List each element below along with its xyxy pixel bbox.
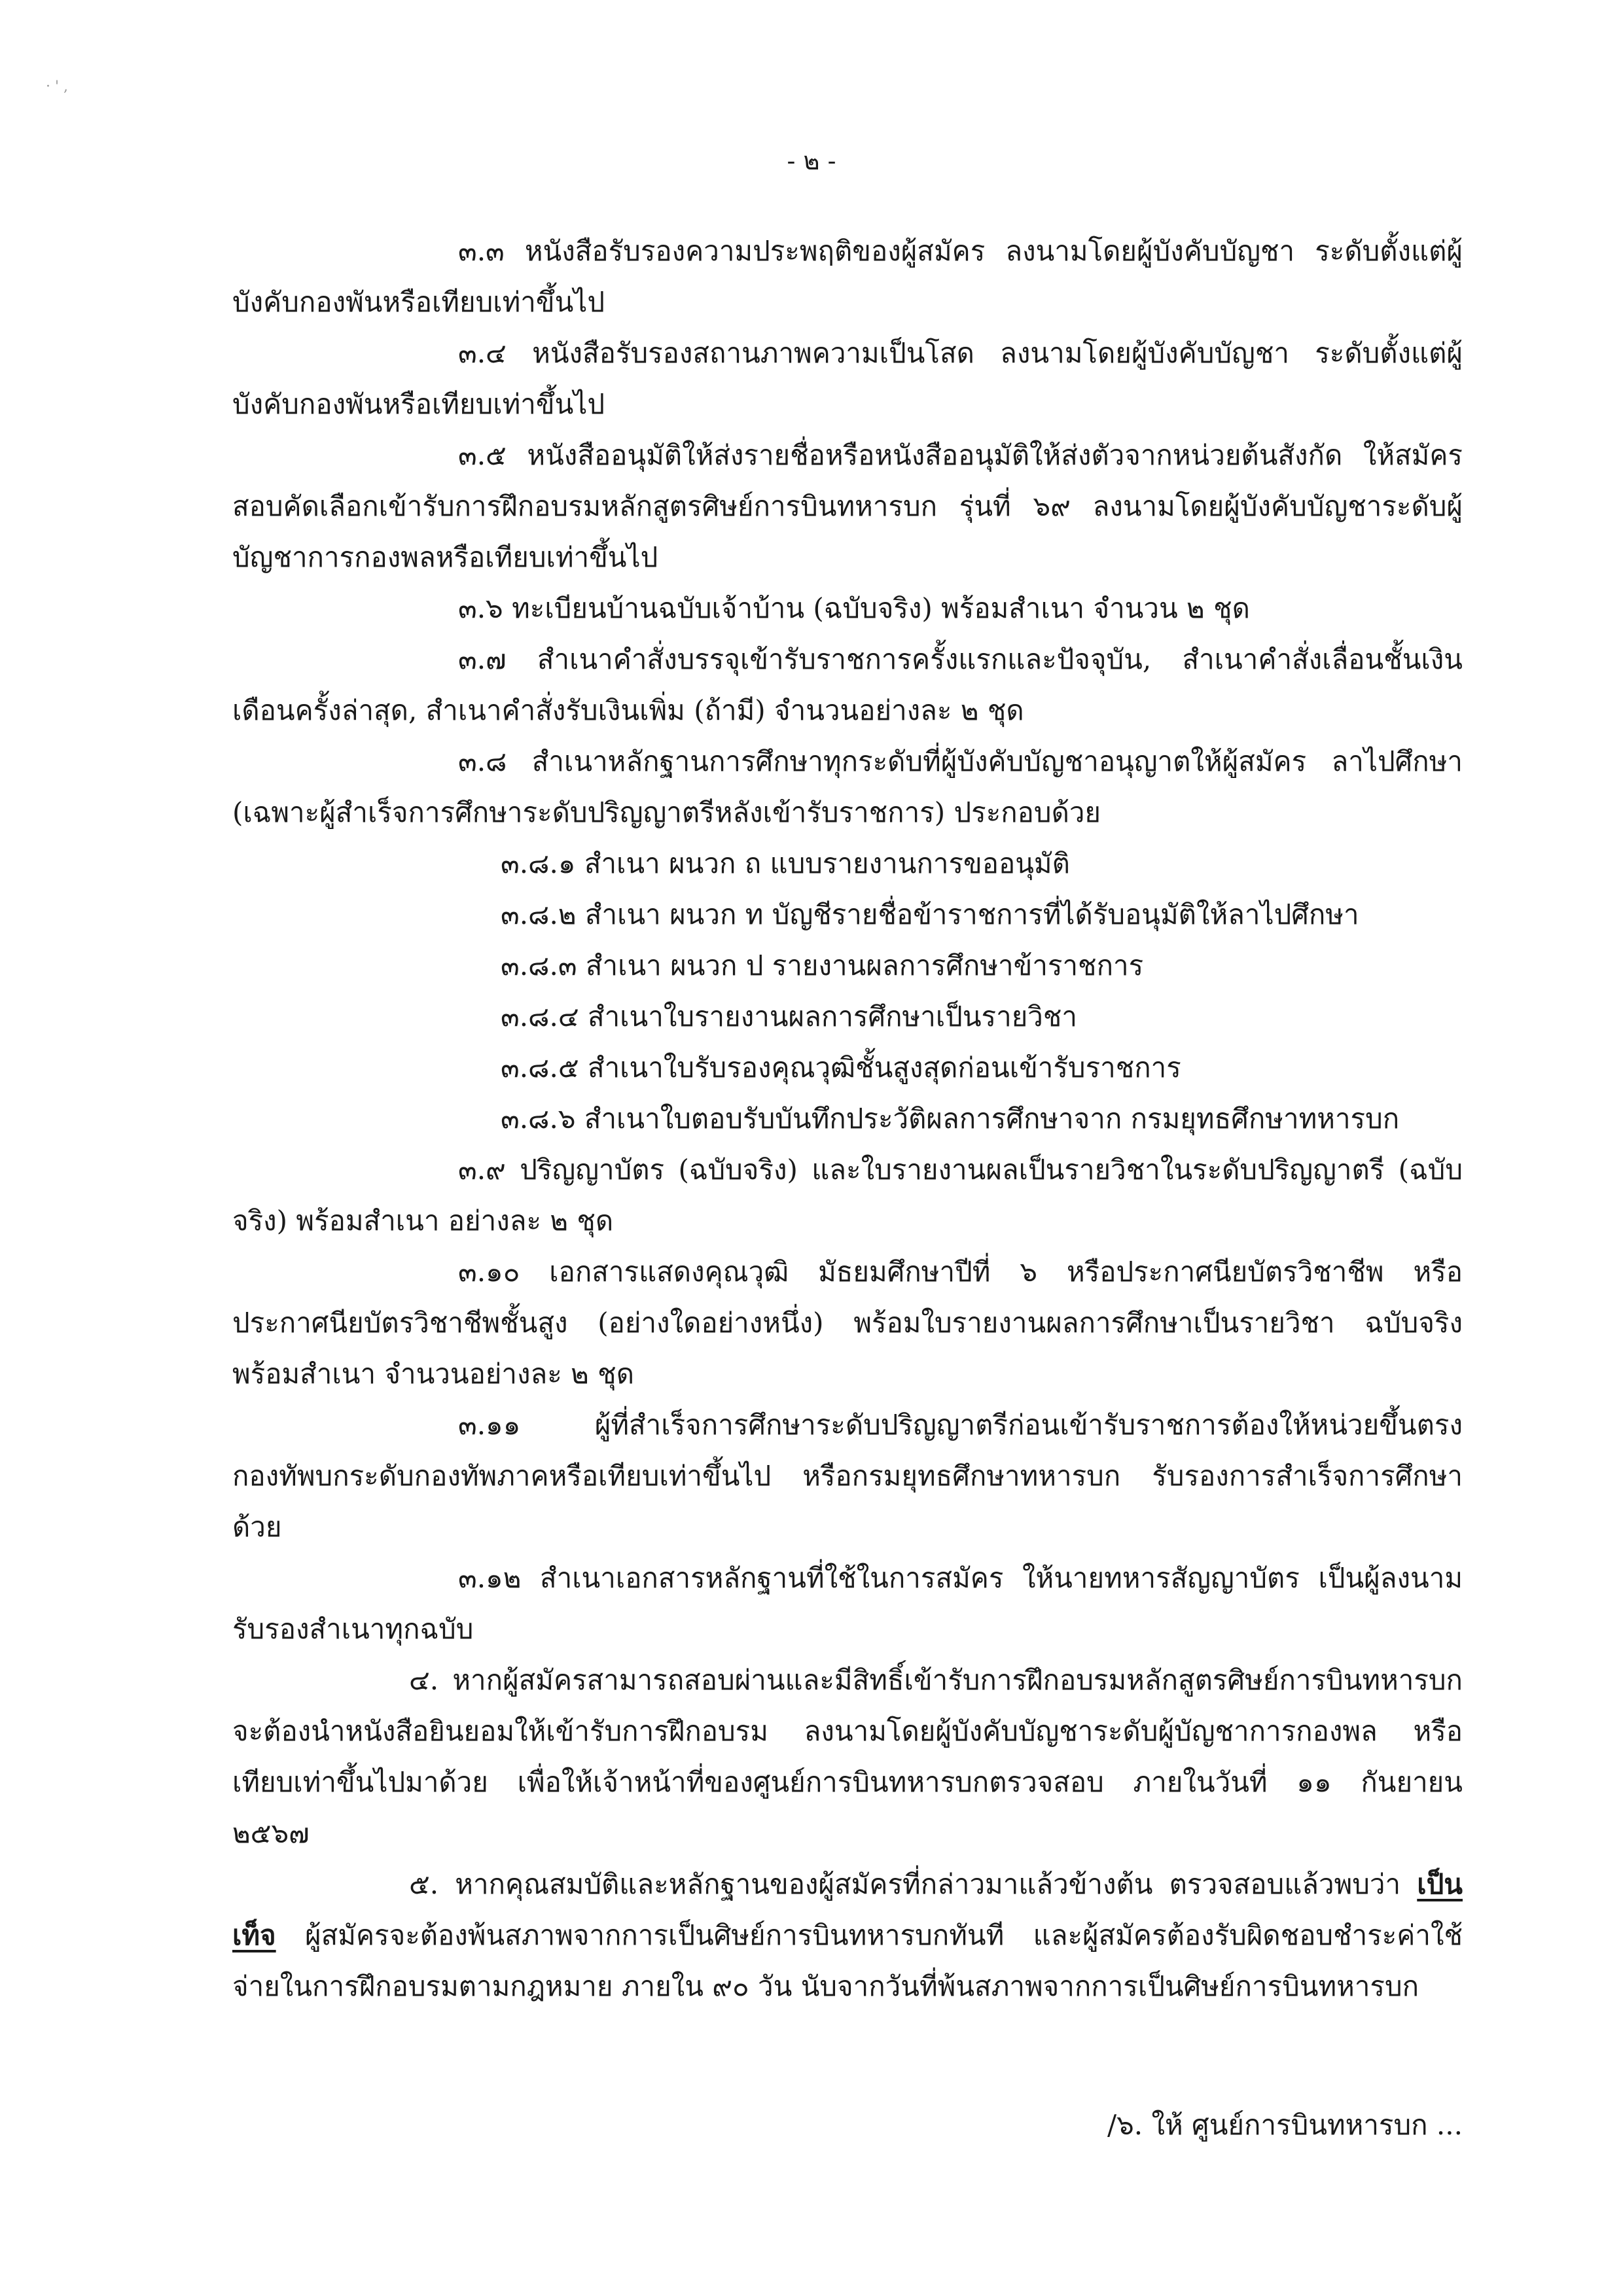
paragraph-3-6: ๓.๖ ทะเบียนบ้านฉบับเจ้าบ้าน (ฉบับจริง) พร้อมสำเนา จำนวน ๒ ชุด: [458, 592, 1250, 624]
paragraph-3-9: ๓.๙ ปริญญาบัตร (ฉบับจริง) และใบรายงานผลเป็นรายวิชาในระดับปริญญาตรี (ฉบับจริง) พร้อมสำเนา อย่างละ ๒ ชุด: [232, 1154, 1463, 1237]
paragraph-3-8: ๓.๘ สำเนาหลักฐานการศึกษาทุกระดับที่ผู้บังคับบัญชาอนุญาตให้ผู้สมัคร ลาไปศึกษา (เฉพาะผู้สำเร็จการศึกษาระดับปริญญาตรีหลังเข้ารับราชการ) ประกอบด้วย: [232, 745, 1463, 828]
paragraph-3-5: ๓.๕ หนังสืออนุมัติให้ส่งรายชื่อหรือหนังสืออนุมัติให้ส่งตัวจากหน่วยต้นสังกัด ให้สมัครสอบคัดเลือกเข้ารับการฝึกอบรมหลักสูตรศิษย์การบินทหารบก รุ่นที่ ๖๙ ลงนามโดยผู้บังคับบัญชาระดับผู้บัญชาการกองพลหรือเทียบเท่าขึ้นไป: [232, 439, 1463, 573]
section-4: ๔. หากผู้สมัครสามารถสอบผ่านและมีสิทธิ์เข้ารับการฝึกอบรมหลักสูตรศิษย์การบินทหารบกจะต้องนำหนังสือยินยอมให้เข้ารับการฝึกอบรม ลงนามโดยผู้บังคับบัญชาระดับผู้บัญชาการกองพล หรือเทียบเท่าขึ้นไปมาด้วย เพื่อให้เจ้าหน้าที่ของศูนย์การบินทหารบกตรวจสอบ ภายในวันที่ ๑๑ กันยายน ๒๕๖๗: [232, 1664, 1463, 1849]
paragraph-3-11: ๓.๑๑ ผู้ที่สำเร็จการศึกษาระดับปริญญาตรีก่อนเข้ารับราชการต้องให้หน่วยขึ้นตรงกองทัพบกระดับกองทัพภาคหรือเทียบเท่าขึ้นไป หรือกรมยุทธศึกษาทหารบก รับรองการสำเร็จการศึกษาด้วย: [232, 1409, 1463, 1543]
section-5-emphasis: เป็นเท็จ: [232, 1868, 1463, 1951]
paragraph-3-10: ๓.๑๐ เอกสารแสดงคุณวุฒิ มัธยมศึกษาปีที่ ๖ หรือประกาศนียบัตรวิชาชีพ หรือประกาศนียบัตรวิชาชีพชั้นสูง (อย่างใดอย่างหนึ่ง) พร้อมใบรายงานผลการศึกษาเป็นรายวิชา ฉบับจริง พร้อมสำเนา จำนวนอย่างละ ๒ ชุด: [232, 1256, 1463, 1390]
page-number: - ๒ -: [787, 147, 836, 175]
sub-item-3-8-4: ๓.๘.๔ สำเนาใบรายงานผลการศึกษาเป็นรายวิชา: [501, 1000, 1077, 1033]
scan-artifact: · ' ,: [46, 79, 69, 95]
sub-item-3-8-5: ๓.๘.๕ สำเนาใบรับรองคุณวุฒิชั้นสูงสุดก่อนเข้ารับราชการ: [501, 1051, 1181, 1084]
continuation-note: /๖. ให้ ศูนย์การบินทหารบก ...: [1107, 2109, 1463, 2141]
paragraph-3-12: ๓.๑๒ สำเนาเอกสารหลักฐานที่ใช้ในการสมัคร ให้นายทหารสัญญาบัตร เป็นผู้ลงนามรับรองสำเนาทุกฉบับ: [232, 1562, 1463, 1645]
sub-item-3-8-2: ๓.๘.๒ สำเนา ผนวก ท บัญชีรายชื่อข้าราชการที่ได้รับอนุมัติให้ลาไปศึกษา: [501, 898, 1359, 930]
section-5: [232, 1859, 1463, 2012]
paragraph-3-4: ๓.๔ หนังสือรับรองสถานภาพความเป็นโสด ลงนามโดยผู้บังคับบัญชา ระดับตั้งแต่ผู้บังคับกองพันหรือเทียบเท่าขึ้นไป: [232, 337, 1463, 420]
sub-item-3-8-1: ๓.๘.๑ สำเนา ผนวก ถ แบบรายงานการขออนุมัติ: [501, 847, 1070, 879]
section-5-lead: ๕. หากคุณสมบัติและหลักฐานของผู้สมัครที่กล่าวมาแล้วข้างต้น ตรวจสอบแล้วพบว่า: [409, 1868, 1401, 1900]
sub-item-3-8-6: ๓.๘.๖ สำเนาใบตอบรับบันทึกประวัติผลการศึกษาจาก กรมยุทธศึกษาทหารบก: [501, 1103, 1400, 1135]
paragraph-3-3: ๓.๓ หนังสือรับรองความประพฤติของผู้สมัคร ลงนามโดยผู้บังคับบัญชา ระดับตั้งแต่ผู้บังคับกองพันหรือเทียบเท่าขึ้นไป: [232, 235, 1463, 318]
section-5-rest: ผู้สมัครจะต้องพ้นสภาพจากการเป็นศิษย์การบินทหารบกทันที และผู้สมัครต้องรับผิดชอบชำระค่าใช้จ่ายในการฝึกอบรมตามกฎหมาย ภายใน ๙๐ วัน นับจากวันที่พ้นสภาพจากการเป็นศิษย์การบินทหารบก: [232, 1919, 1463, 2002]
document-body: [232, 226, 1463, 2012]
paragraph-3-7: ๓.๗ สำเนาคำสั่งบรรจุเข้ารับราชการครั้งแรกและปัจจุบัน, สำเนาคำสั่งเลื่อนชั้นเงินเดือนครั้งล่าสุด, สำเนาคำสั่งรับเงินเพิ่ม (ถ้ามี) จำนวนอย่างละ ๒ ชุด: [232, 643, 1463, 726]
sub-item-3-8-3: ๓.๘.๓ สำเนา ผนวก ป รายงานผลการศึกษาข้าราชการ: [501, 949, 1144, 981]
